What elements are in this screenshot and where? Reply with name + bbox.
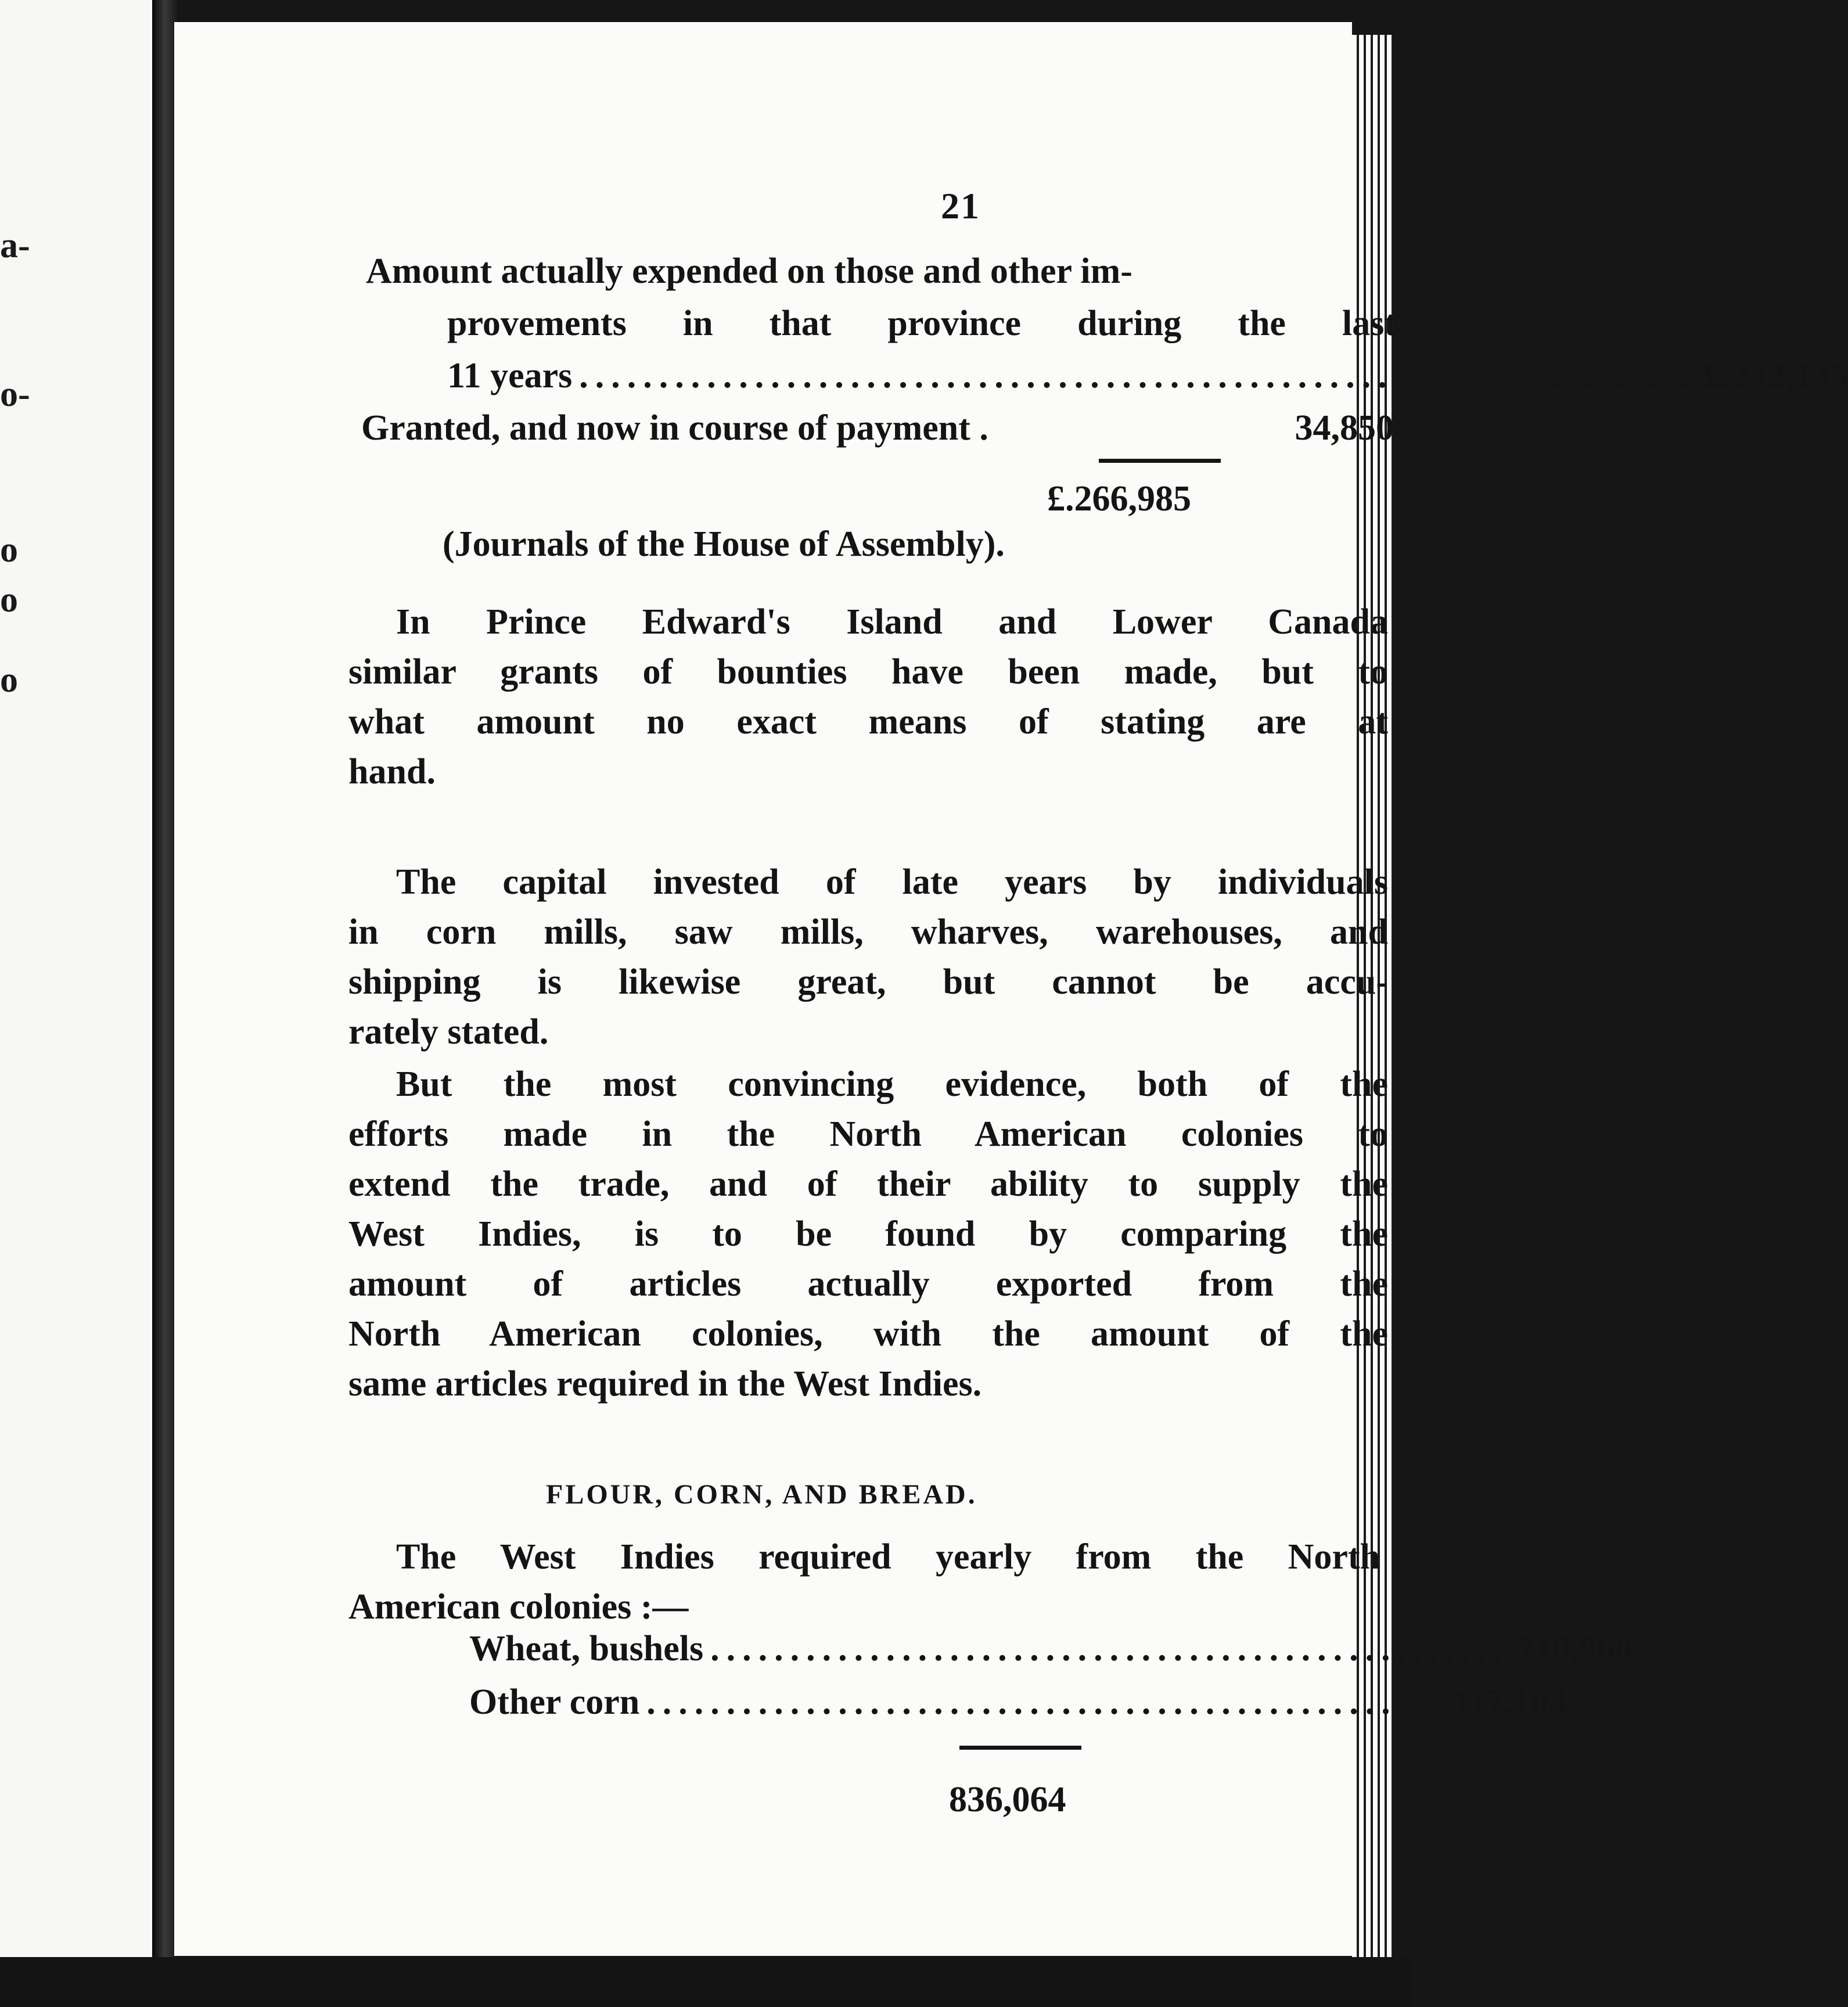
- page-number: 21: [941, 185, 980, 226]
- requirement-label: Wheat, bushels: [469, 1629, 704, 1668]
- paragraph-line: amount of articles actually exported from the: [348, 1264, 1388, 1304]
- left-page-fragment: o: [0, 580, 18, 620]
- left-facing-page: [0, 0, 152, 2007]
- left-page-fragment: a-: [0, 226, 30, 265]
- evidence-paragraph: [348, 1059, 1388, 1409]
- paragraph-line: The capital invested of late years by individuals: [396, 862, 1388, 902]
- paragraph-line: what amount no exact means of stating are at: [348, 702, 1388, 742]
- years-label: 11 years: [447, 356, 573, 395]
- prince-edward-paragraph: [348, 597, 1388, 797]
- source-citation: (Journals of the House of Assembly).: [443, 524, 1005, 564]
- dot-leader: ......................................................................: [579, 356, 1698, 395]
- paragraph-line: In Prince Edward's Island and Lower Canada: [396, 602, 1388, 642]
- paragraph-line: efforts made in the North American colonies to: [348, 1114, 1388, 1154]
- left-page-fragment: o: [0, 660, 18, 700]
- expended-line-2: provements in that province during the last: [447, 304, 1396, 343]
- dot-leader: ..................................................: [710, 1629, 1509, 1668]
- section-heading: FLOUR, CORN, AND BREAD.: [546, 1479, 977, 1510]
- dot-leader: ..................................................: [646, 1682, 1446, 1722]
- paragraph-line: similar grants of bounties have been made, but to: [348, 652, 1388, 692]
- paragraph-line: American colonies :—: [348, 1587, 689, 1627]
- total-amount: £.266,985: [1047, 479, 1191, 519]
- granted-entry: [361, 410, 1394, 446]
- left-page-fragment: o-: [0, 375, 30, 414]
- left-page-fragment: o: [0, 530, 18, 570]
- requirement-value: 718,960: [1516, 1629, 1633, 1668]
- scan-bottom-border: [0, 1957, 1410, 2007]
- paragraph-line: hand.: [348, 752, 436, 792]
- requirement-row: [469, 1629, 1633, 1668]
- years-value: £.232,135: [1704, 356, 1848, 395]
- paragraph-line: But the most convincing evidence, both of the: [396, 1064, 1388, 1104]
- page-content: [174, 22, 1848, 1956]
- requirement-row: [469, 1682, 1567, 1722]
- requirement-label: Other corn: [469, 1682, 640, 1722]
- paragraph-line: West Indies, is to be found by comparing the: [348, 1214, 1388, 1254]
- paragraph-line: rately stated.: [348, 1012, 549, 1052]
- requirement-value: 117,104: [1452, 1682, 1567, 1722]
- granted-label: Granted, and now in course of payment .: [361, 408, 988, 448]
- granted-value: 34,850: [1295, 408, 1394, 448]
- requirements-total: 836,064: [949, 1780, 1066, 1819]
- west-indies-intro: [348, 1532, 1380, 1632]
- paragraph-line: North American colonies, with the amount of the: [348, 1314, 1388, 1354]
- paragraph-line: in corn mills, saw mills, wharves, warehouses, and: [348, 912, 1388, 952]
- paragraph-line: shipping is likewise great, but cannot be accu-: [348, 962, 1388, 1002]
- total-rule: [1099, 459, 1221, 463]
- years-entry: [447, 356, 1848, 395]
- paragraph-line: The West Indies required yearly from the North: [396, 1537, 1380, 1577]
- paragraph-line: same articles required in the West Indies.: [348, 1364, 982, 1404]
- capital-paragraph: [348, 857, 1388, 1057]
- paragraph-line: extend the trade, and of their ability to supply the: [348, 1164, 1388, 1204]
- expended-line-1: Amount actually expended on those and other im-: [366, 251, 1132, 291]
- requirements-total-rule: [959, 1746, 1081, 1750]
